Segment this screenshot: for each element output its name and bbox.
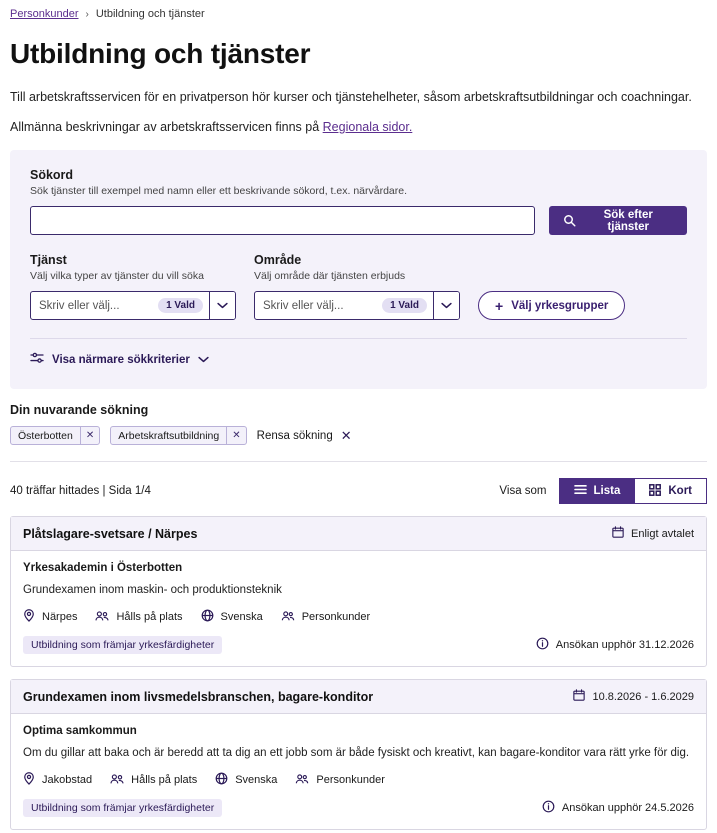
persons-icon [281,610,295,625]
page-intro: Till arbetskraftsservicen för en privatperson hör kurser och tjänstehelheter, såsom arbetskraftsutbildningar och coachningar. [10,90,692,104]
current-search-chips [10,426,707,445]
result-card-header [11,680,706,714]
view-list-button[interactable] [559,478,635,504]
result-description: Grundexamen inom maskin- och produktionsteknik [23,584,282,597]
area-label: Område [254,253,302,268]
calendar-icon [612,526,624,541]
result-meta-location [23,609,77,625]
search-panel [10,150,707,389]
list-icon [574,484,587,498]
view-switcher [499,478,707,504]
view-toggle [559,478,707,504]
result-tag: Utbildning som främjar yrkesfärdigheter [23,799,222,817]
globe-icon [215,772,228,788]
close-icon[interactable]: ✕ [226,427,245,444]
close-icon[interactable]: ✕ [80,427,99,444]
result-meta-format-label: Hålls på plats [131,774,198,787]
result-card[interactable] [10,679,707,830]
search-button-label: Sök efter tjänster [603,208,653,233]
more-criteria-toggle[interactable] [30,352,209,367]
result-deadline-label: Ansökan upphör 24.5.2026 [561,802,694,815]
people-icon [110,773,124,788]
service-label: Tjänst [30,253,67,268]
result-meta-format-label: Hålls på plats [116,611,183,624]
chevron-down-icon [198,354,209,366]
persons-icon [295,773,309,788]
view-as-label: Visa som [499,485,547,498]
service-select-text[interactable] [31,292,209,319]
result-meta-location [23,772,92,788]
result-schedule-label: Enligt avtalet [631,527,694,540]
filter-icon [30,352,44,367]
search-icon [563,214,576,227]
result-schedule [612,526,694,541]
result-title[interactable]: Plåtslagare-svetsare / Närpes [23,526,198,541]
clear-search-label: Rensa sökning [256,429,333,442]
view-cards-button[interactable] [634,478,707,504]
people-icon [95,610,109,625]
result-meta-audience-label: Personkunder [301,611,371,624]
calendar-icon [573,689,585,704]
result-card[interactable] [10,516,707,667]
location-icon [23,772,35,788]
area-select[interactable] [254,291,460,320]
result-deadline-label: Ansökan upphör 31.12.2026 [555,639,694,652]
filter-chip[interactable] [10,426,100,445]
clear-search-button[interactable] [257,428,352,444]
filter-chip[interactable] [110,426,246,445]
area-help: Välj område där tjänsten erbjuds [254,270,406,283]
result-meta-location-label: Närpes [42,611,78,624]
breadcrumb-current: Utbildning och tjänster [95,8,205,20]
result-card-body [11,714,706,829]
keyword-help: Sök tjänster till exempel med namn eller ett beskrivande sökord, t.ex. närvårdare. [30,185,408,198]
result-meta-language-label: Svenska [220,611,263,624]
page-title: Utbildning och tjänster [10,38,311,69]
result-meta-audience-label: Personkunder [316,774,385,787]
filter-chip-label: Österbotten [18,429,73,442]
area-filter [254,253,460,320]
result-meta-audience [295,773,385,788]
breadcrumb [10,0,707,24]
chevron-down-icon[interactable] [209,292,235,319]
view-list-label: Lista [593,485,621,498]
plus-icon: + [495,297,504,314]
result-organizer: Optima samkommun [23,725,137,738]
service-selected-badge: 1 Vald [158,298,203,313]
panel-divider [30,338,687,339]
results-divider [10,461,707,462]
result-card-footer [23,636,694,654]
info-icon [542,800,555,816]
service-filter [30,253,236,320]
intro-secondary-text: Allmänna beskrivningar av arbetskraftsservicen finns på [10,120,323,135]
result-card-footer [23,799,694,817]
result-description: Om du gillar att baka och är beredd att ta dig an ett jobb som är både fysiskt och kreativt, kan bagare-konditor vara rätt yrke för dig. [23,747,690,760]
breadcrumb-separator: › [85,8,89,20]
result-deadline [542,800,694,816]
filter-selectors [30,253,687,320]
result-meta-row [23,772,694,788]
result-meta-language [215,772,277,788]
page-intro-secondary [10,120,707,134]
result-title[interactable]: Grundexamen inom livsmedelsbranschen, bagare-konditor [23,689,374,704]
result-meta-format [110,773,197,788]
service-select[interactable] [30,291,236,320]
result-meta-audience [281,610,371,625]
keyword-label: Sökord [30,168,74,183]
service-placeholder: Skriv eller välj... [39,299,120,312]
current-search-title: Din nuvarande sökning [10,403,149,418]
regional-pages-link[interactable]: Regionala sidor. [322,120,413,135]
select-occupation-groups-label: Välj yrkesgrupper [511,299,609,312]
more-criteria-label: Visa närmare sökkriterier [52,353,190,366]
filter-chip-label: Arbetskraftsutbildning [118,429,220,442]
search-input[interactable] [30,206,535,235]
result-deadline [536,637,694,653]
result-meta-language [201,609,263,625]
result-meta-language-label: Svenska [235,774,278,787]
result-card-header [11,517,706,551]
result-schedule-label: 10.8.2026 - 1.6.2029 [592,690,694,703]
result-meta-row [23,609,694,625]
result-tag: Utbildning som främjar yrkesfärdigheter [23,636,222,654]
result-meta-format [95,610,182,625]
close-icon: ✕ [340,427,352,443]
search-button[interactable] [549,206,687,235]
globe-icon [201,609,214,625]
result-organizer: Yrkesakademin i Österbotten [23,562,183,575]
results-header [10,478,707,504]
area-select-text[interactable] [255,292,433,319]
grid-icon [649,484,661,499]
keyword-row [30,206,687,235]
result-schedule [573,689,694,704]
area-placeholder: Skriv eller välj... [263,299,344,312]
view-cards-label: Kort [668,485,692,498]
chevron-down-icon[interactable] [433,292,459,319]
service-help: Välj vilka typer av tjänster du vill söka [30,270,204,283]
select-occupation-groups-button[interactable] [478,291,625,320]
location-icon [23,609,35,625]
result-card-body [11,551,706,666]
area-selected-badge: 1 Vald [382,298,427,313]
results-count: 40 träffar hittades | Sida 1/4 [10,485,151,498]
info-icon [536,637,549,653]
breadcrumb-link-personkunder[interactable]: Personkunder [10,8,79,20]
result-meta-location-label: Jakobstad [42,774,93,787]
